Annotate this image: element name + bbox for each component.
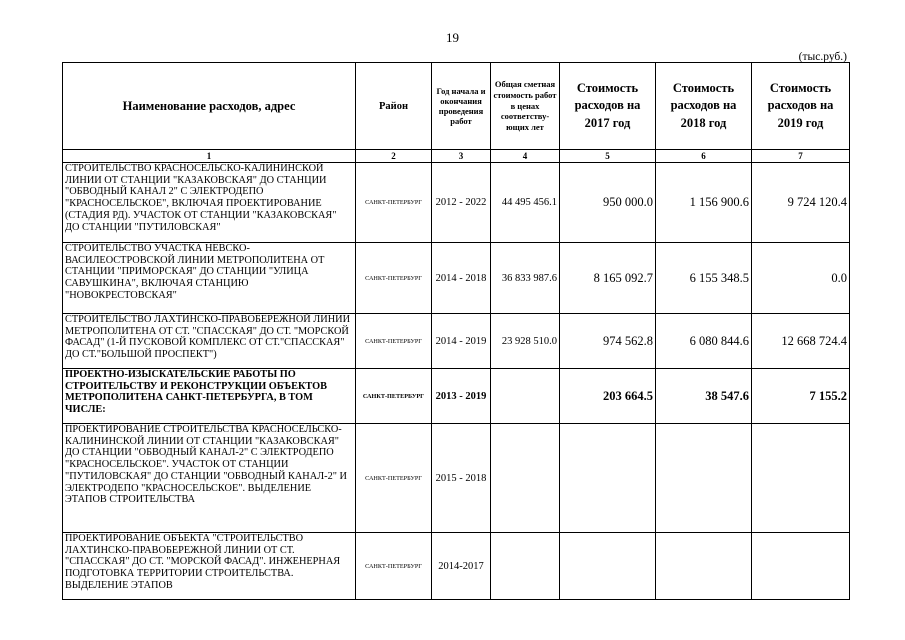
years-cell: 2014 - 2018 (432, 243, 491, 314)
district-cell: САНКТ-ПЕТЕРБУРГ (356, 424, 432, 533)
expense-name: ПРОЕКТНО-ИЗЫСКАТЕЛЬСКИЕ РАБОТЫ ПО СТРОИТЕЛЬСТВУ И РЕКОНСТРУКЦИИ ОБЪЕКТОВ МЕТРОПОЛИТЕНА САНКТ-ПЕТЕРБУРГА, В ТОМ ЧИСЛЕ: (63, 369, 356, 424)
expenses-table (62, 62, 850, 600)
total-cost-cell (491, 369, 560, 424)
column-number: 2 (356, 150, 432, 163)
cost-2017-cell (560, 533, 656, 600)
header-name: Наименование расходов, адрес (63, 63, 356, 150)
cost-2019-cell (752, 533, 850, 600)
cost-2019-cell: 9 724 120.4 (752, 163, 850, 243)
expense-name: ПРОЕКТИРОВАНИЕ ОБЪЕКТА "СТРОИТЕЛЬСТВО ЛАХТИНСКО-ПРАВОБЕРЕЖНОЙ ЛИНИИ ОТ СТ. "СПАССКАЯ" ДО СТ. "МОРСКОЙ ФАСАД". ИНЖЕНЕРНАЯ ПОДГОТОВКА ТЕРРИТОРИИ СТРОИТЕЛЬСТВА. ВЫДЕЛЕНИЕ ЭТАПОВ (63, 533, 356, 600)
table-row (63, 314, 850, 369)
column-number: 1 (63, 150, 356, 163)
column-number-row (63, 150, 850, 163)
total-cost-cell (491, 533, 560, 600)
cost-2018-cell: 6 080 844.6 (656, 314, 752, 369)
page-number: 19 (446, 30, 459, 45)
cost-2019-cell: 12 668 724.4 (752, 314, 850, 369)
table-row (63, 163, 850, 243)
table-row (63, 243, 850, 314)
cost-2019-cell: 7 155.2 (752, 369, 850, 424)
header-district: Район (356, 63, 432, 150)
cost-2018-cell: 38 547.6 (656, 369, 752, 424)
years-cell: 2015 - 2018 (432, 424, 491, 533)
total-cost-cell: 44 495 456.1 (491, 163, 560, 243)
district-cell: САНКТ-ПЕТЕРБУРГ (356, 243, 432, 314)
expense-name: СТРОИТЕЛЬСТВО ЛАХТИНСКО-ПРАВОБЕРЕЖНОЙ ЛИНИИ МЕТРОПОЛИТЕНА ОТ СТ. "СПАССКАЯ" ДО СТ. "МОРСКОЙ ФАСАД" (1-Й ПУСКОВОЙ КОМПЛЕКС ОТ СТ."СПАССКАЯ" ДО СТ."БОЛЬШОЙ ПРОСПЕКТ") (63, 314, 356, 369)
column-number: 4 (491, 150, 560, 163)
column-number: 7 (752, 150, 850, 163)
header-row (63, 63, 850, 150)
header-cost-2018: Стоимость расходов на 2018 год (656, 63, 752, 150)
years-cell: 2014 - 2019 (432, 314, 491, 369)
header-cost-2017: Стоимость расходов на 2017 год (560, 63, 656, 150)
district-cell: САНКТ-ПЕТЕРБУРГ (356, 314, 432, 369)
total-cost-cell (491, 424, 560, 533)
district-cell: САНКТ-ПЕТЕРБУРГ (356, 163, 432, 243)
cost-2019-cell: 0.0 (752, 243, 850, 314)
cost-2017-cell: 950 000.0 (560, 163, 656, 243)
unit-note: (тыс.руб.) (798, 51, 847, 63)
total-cost-cell: 36 833 987.6 (491, 243, 560, 314)
expense-name: СТРОИТЕЛЬСТВО УЧАСТКА НЕВСКО-ВАСИЛЕОСТРОВСКОЙ ЛИНИИ МЕТРОПОЛИТЕНА ОТ СТАНЦИИ "ПРИМОРСКАЯ" ДО СТАНЦИИ "УЛИЦА САВУШКИНА", ВКЛЮЧАЯ СТАНЦИЮ "НОВОКРЕСТОВСКАЯ" (63, 243, 356, 314)
cost-2017-cell: 8 165 092.7 (560, 243, 656, 314)
cost-2018-cell (656, 533, 752, 600)
expense-name: СТРОИТЕЛЬСТВО КРАСНОСЕЛЬСКО-КАЛИНИНСКОЙ ЛИНИИ ОТ СТАНЦИИ "КАЗАКОВСКАЯ" ДО СТАНЦИИ "ОБВОДНЫЙ КАНАЛ 2" С ЭЛЕКТРОДЕПО "КРАСНОСЕЛЬСКОЕ", ВКЛЮЧАЯ ПРОЕКТИРОВАНИЕ (СТАДИЯ РД). УЧАСТОК ОТ СТАНЦИИ "КАЗАКОВСКАЯ" ДО СТАНЦИИ "ПУТИЛОВСКАЯ" (63, 163, 356, 243)
table-row (63, 533, 850, 600)
total-cost-cell: 23 928 510.0 (491, 314, 560, 369)
cost-2018-cell: 6 155 348.5 (656, 243, 752, 314)
years-cell: 2013 - 2019 (432, 369, 491, 424)
column-number: 3 (432, 150, 491, 163)
years-cell: 2014-2017 (432, 533, 491, 600)
district-cell: САНКТ-ПЕТЕРБУРГ (356, 533, 432, 600)
cost-2019-cell (752, 424, 850, 533)
table-row-summary (63, 369, 850, 424)
header-cost-2019: Стоимость расходов на 2019 год (752, 63, 850, 150)
cost-2017-cell: 974 562.8 (560, 314, 656, 369)
expense-name: ПРОЕКТИРОВАНИЕ СТРОИТЕЛЬСТВА КРАСНОСЕЛЬСКО-КАЛИНИНСКОЙ ЛИНИИ ОТ СТАНЦИИ "КАЗАКОВСКАЯ" ДО СТАНЦИИ "ОБВОДНЫЙ КАНАЛ-2" С ЭЛЕКТРОДЕПО "КРАСНОСЕЛЬСКОЕ". УЧАСТОК ОТ СТАНЦИИ "ПУТИЛОВСКАЯ" ДО СТАНЦИИ "ОБВОДНЫЙ КАНАЛ-2" И ЭЛЕКТРОДЕПО "КРАСНОСЕЛЬСКОЕ". ВЫДЕЛЕНИЕ ЭТАПОВ СТРОИТЕЛЬСТВА (63, 424, 356, 533)
column-number: 6 (656, 150, 752, 163)
years-cell: 2012 - 2022 (432, 163, 491, 243)
cost-2018-cell: 1 156 900.6 (656, 163, 752, 243)
cost-2017-cell (560, 424, 656, 533)
table-row (63, 424, 850, 533)
cost-2017-cell: 203 664.5 (560, 369, 656, 424)
cost-2018-cell (656, 424, 752, 533)
header-years: Год начала и окончания проведения работ (432, 63, 491, 150)
district-cell: САНКТ-ПЕТЕРБУРГ (356, 369, 432, 424)
column-number: 5 (560, 150, 656, 163)
header-total: Общая сметная стоимость работ в ценах соответству-ющих лет (491, 63, 560, 150)
